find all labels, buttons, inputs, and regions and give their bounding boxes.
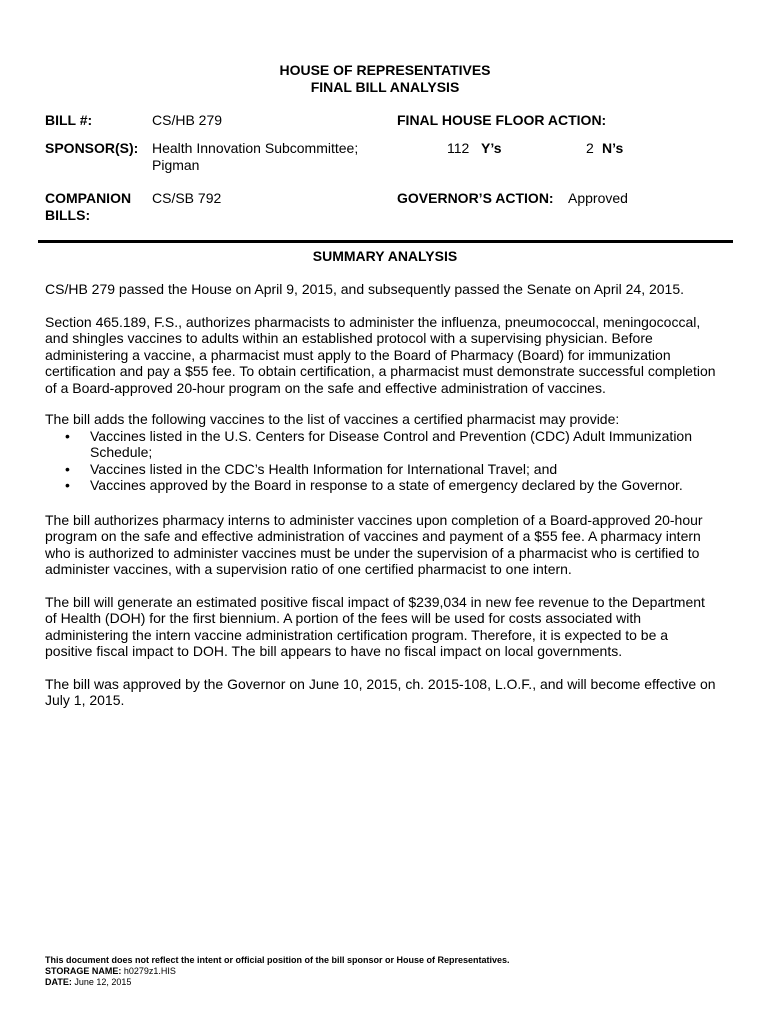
floor-action-label: FINAL HOUSE FLOOR ACTION: (397, 112, 607, 128)
yeas-count: 112 (447, 140, 470, 156)
sponsor-value-line1: Health Innovation Subcommittee; (152, 140, 359, 156)
summary-paragraph-2: Section 465.189, F.S., authorizes pharmacists to administer the influenza, pneumococcal, meningococcal, and shingles vaccines to adults within an established protocol with a supervising physician. Before administering a vaccine, a pharmacist must apply to the Board of Pharmacy (Board) for immunization certification and pay a $55 fee. To obtain certification, a pharmacist must demonstrate successful completion of a Board-approved 20-hour program on the safe and effective administration of vaccines. (45, 314, 716, 396)
storage-name-label: STORAGE NAME (45, 966, 119, 976)
companion-value: CS/SB 792 (152, 190, 222, 206)
date-value: June 12, 2015 (74, 977, 132, 987)
nays-count: 2 (586, 140, 594, 156)
bullet-icon: • (65, 428, 70, 444)
sponsor-label: SPONSOR(S): (45, 140, 139, 156)
bill-number-label: BILL #: (45, 112, 93, 128)
summary-paragraph-1: CS/HB 279 passed the House on April 9, 2015, and subsequently passed the Senate on April 24, 2015. (45, 281, 685, 297)
list-item-text: Vaccines listed in the CDC’s Health Information for International Travel; and (90, 460, 558, 477)
date-label: DATE (45, 977, 69, 987)
list-item (45, 477, 717, 493)
sponsor-value-line2: Pigman (152, 157, 200, 173)
companion-label-line2: BILLS: (45, 207, 91, 223)
summary-paragraph-4: The bill authorizes pharmacy interns to administer vaccines upon completion of a Board-approved 20-hour program on the safe and effective administration of vaccines and payment of a $55 fee. A pharmacy intern who is authorized to administer vaccines must be under the supervision of a pharmacist who is certified to administer vaccines, with a supervision ratio of one certified pharmacist to one intern. (45, 512, 703, 578)
document-subtitle: FINAL BILL ANALYSIS (310, 79, 460, 95)
nays-label: N’s (602, 140, 624, 156)
storage-name-value: h0279z1.HIS (123, 966, 176, 976)
companion-label-line1: COMPANION (45, 190, 132, 206)
list-item-text: Vaccines approved by the Board in response to a state of emergency declared by the Governor. (90, 477, 683, 494)
governor-action-label: GOVERNOR’S ACTION: (397, 190, 554, 206)
list-item (45, 428, 717, 461)
list-item-text: Vaccines listed in the U.S. Centers for Disease Control and Prevention (CDC) Adult Immunization Schedule; (90, 428, 693, 461)
bullet-icon: • (65, 460, 70, 477)
vaccine-list (45, 428, 717, 494)
footer-date: DATE: June 12, 2015 (45, 977, 132, 987)
document-title: HOUSE OF REPRESENTATIVES (279, 62, 491, 78)
footer-storage-name: STORAGE NAME: h0279z1.HIS (45, 966, 176, 976)
section-divider (38, 240, 733, 243)
bill-number-value: CS/HB 279 (152, 112, 223, 128)
footer-disclaimer: This document does not reflect the intent or official position of the bill sponsor or House of Representatives. (45, 955, 510, 965)
summary-paragraph-5: The bill will generate an estimated positive fiscal impact of $239,034 in new fee revenue to the Department of Health (DOH) for the first biennium. A portion of the fees will be used for costs associated with administering the intern vaccine administration certification program. Therefore, it is expected to be a positive fiscal impact to DOH. The bill appears to have no fiscal impact on local governments. (45, 594, 705, 660)
summary-heading: SUMMARY ANALYSIS (312, 248, 458, 264)
list-item (45, 461, 717, 477)
summary-paragraph-6: The bill was approved by the Governor on June 10, 2015, ch. 2015-108, L.O.F., and will become effective on July 1, 2015. (45, 676, 716, 709)
bullet-icon: • (65, 477, 70, 494)
yeas-label: Y’s (481, 140, 502, 156)
summary-paragraph-3-intro: The bill adds the following vaccines to the list of vaccines a certified pharmacist may provide: (45, 411, 620, 427)
governor-action-value: Approved (568, 190, 628, 206)
